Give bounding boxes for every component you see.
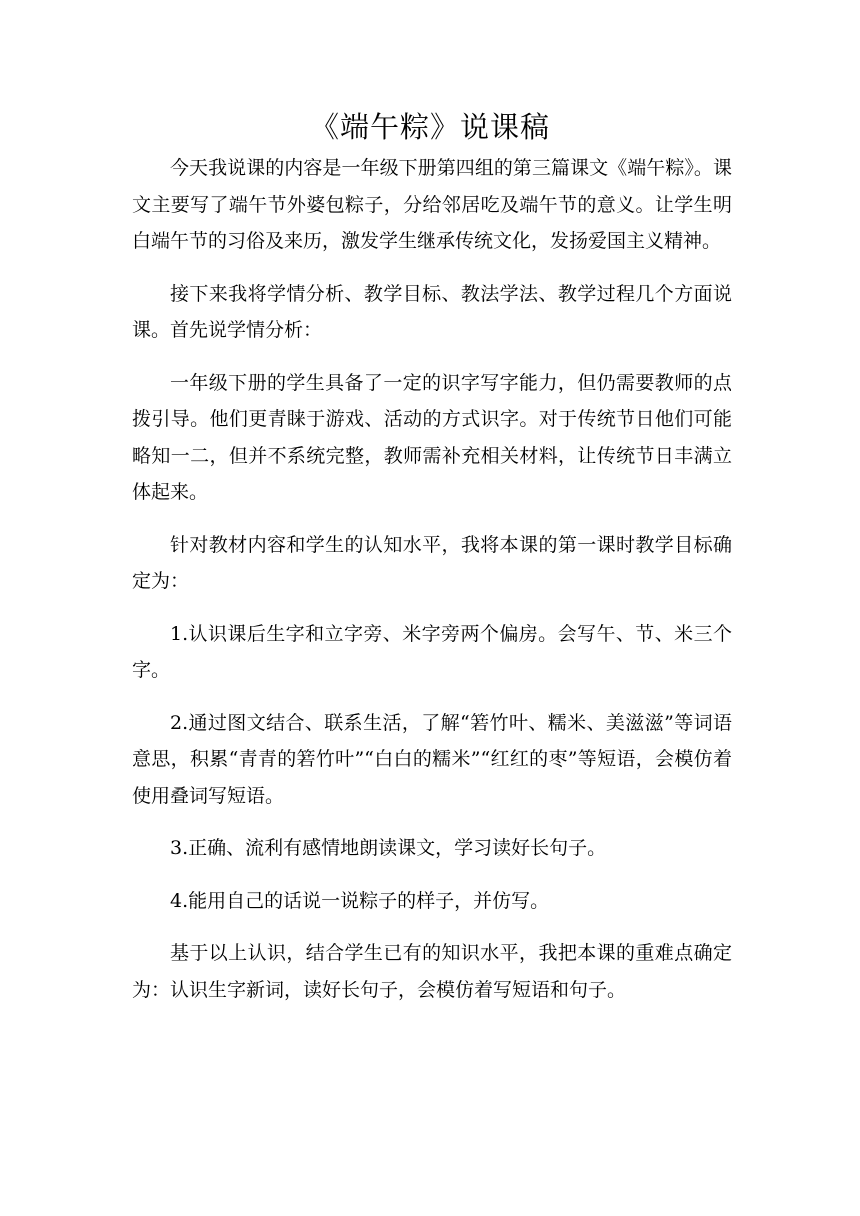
objective-item-2: 2.通过图文结合、联系生活，了解“箬竹叶、糯米、美滋滋”等词语意思，积累“青青的箬竹叶”“白白的糯米”“红红的枣”等短语，会模仿着使用叠词写短语。 — [132, 711, 732, 807]
paragraph-outline: 接下来我将学情分析、教学目标、教法学法、教学过程几个方面说课。首先说学情分析： — [132, 282, 732, 341]
objective-item-1: 1.认识课后生字和立字旁、米字旁两个偏房。会写午、节、米三个字。 — [132, 622, 732, 681]
paragraph-objectives-intro: 针对教材内容和学生的认知水平，我将本课的第一课时教学目标确定为： — [132, 533, 732, 592]
paragraph-key-difficulties: 基于以上认识，结合学生已有的知识水平，我把本课的重难点确定为：认识生字新词，读好长句子，会模仿着写短语和句子。 — [132, 942, 732, 1001]
document-title: 《端午粽》说课稿 — [309, 110, 550, 144]
document-body — [132, 150, 732, 1024]
objective-item-3: 3.正确、流利有感情地朗读课文，学习读好长句子。 — [170, 837, 607, 859]
objective-item-4: 4.能用自己的话说一说粽子的样子，并仿写。 — [170, 889, 550, 912]
paragraph-learner-analysis: 一年级下册的学生具备了一定的识字写字能力，但仍需要教师的点拨引导。他们更青睐于游戏、活动的方式识字。对于传统节日他们可能略知一二，但并不系统完整，教师需补充相关材料，让传统节日丰满立体起来。 — [132, 371, 732, 503]
paragraph-intro: 今天我说课的内容是一年级下册第四组的第三篇课文《端午粽》。课文主要写了端午节外婆包粽子，分给邻居吃及端午节的意义。让学生明白端午节的习俗及来历，激发学生继承传统文化，发扬爱国主义精神。 — [132, 157, 732, 252]
